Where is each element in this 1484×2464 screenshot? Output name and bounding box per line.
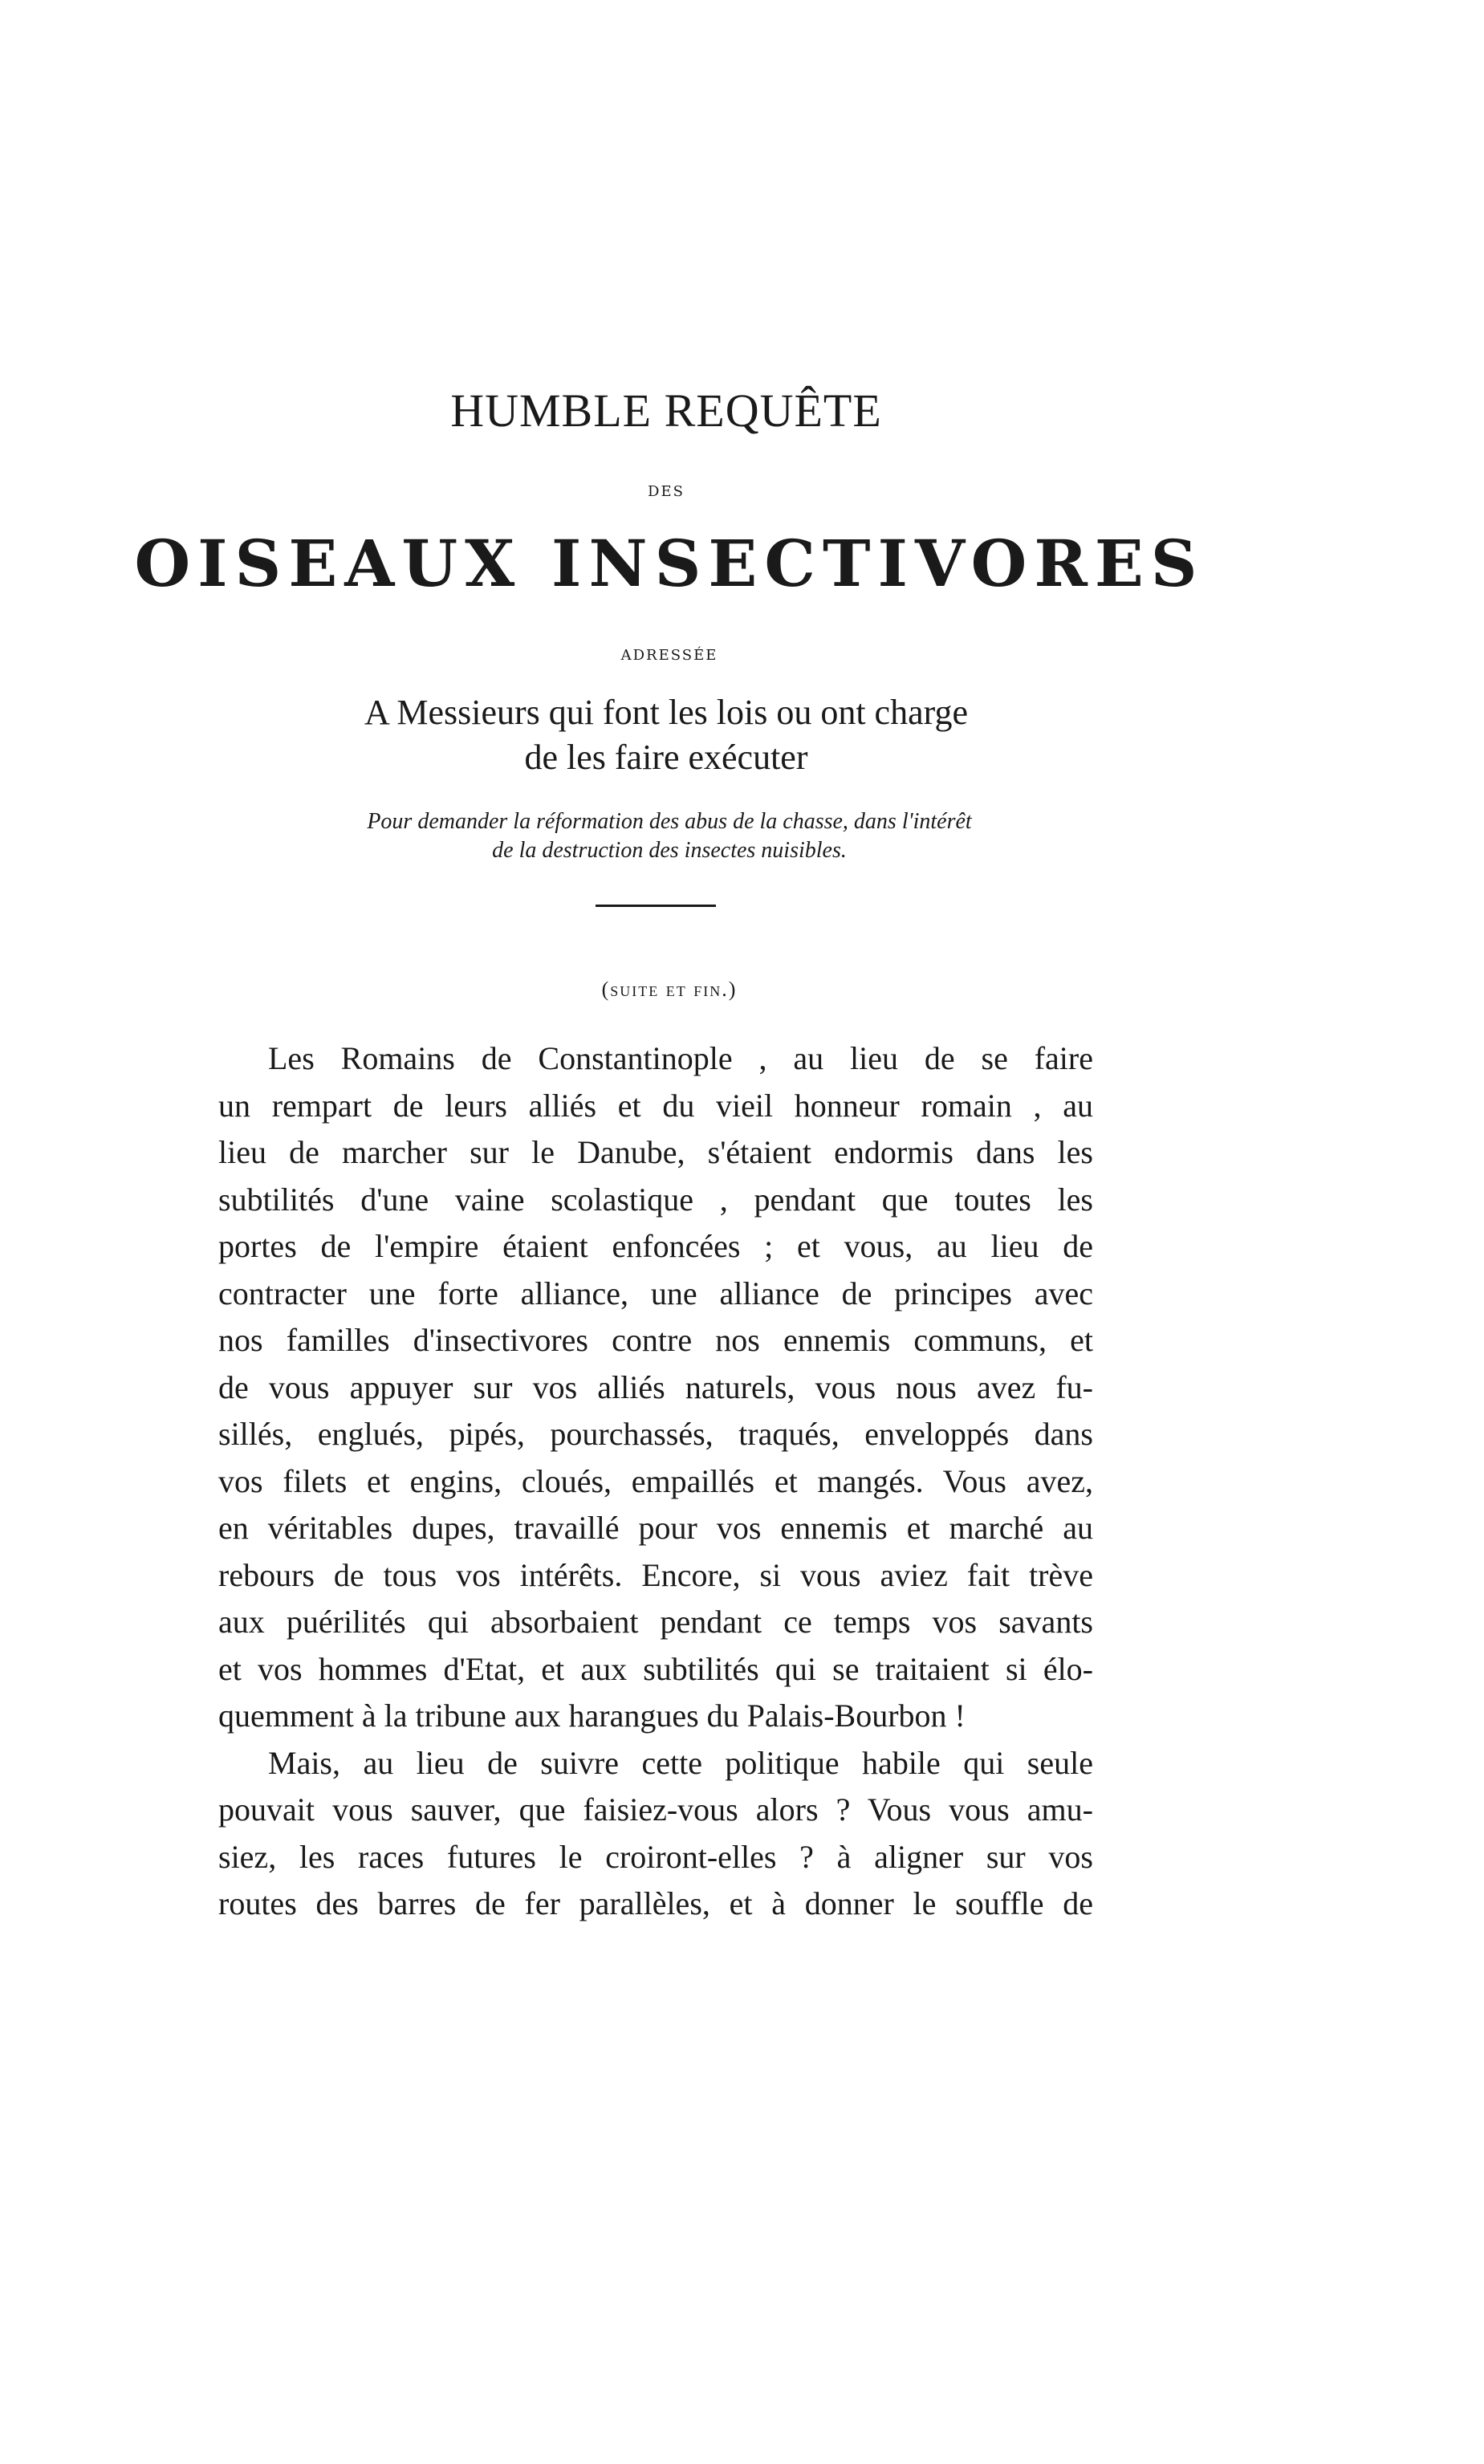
text-line: contracter une forte alliance, une alliance de principes avec <box>218 1275 1093 1311</box>
purpose-line: Pour demander la réformation des abus de la chasse, dans l'intérêt <box>367 809 972 834</box>
purpose-block <box>0 807 1339 865</box>
text-line: quemment à la tribune aux harangues du Palais-Bourbon ! <box>218 1698 966 1734</box>
text-line: en véritables dupes, travaillé pour vos ennemis et marché au <box>218 1510 1093 1546</box>
address-line: de les faire exécuter <box>524 738 808 777</box>
text-line: nos familles d'insectivores contre nos ennemis communs, et <box>218 1322 1093 1358</box>
title-des: DES <box>648 483 685 500</box>
text-line: de vous appuyer sur vos alliés naturels, vous nous avez fu- <box>218 1368 1093 1405</box>
text-line: aux puérilités qui absorbaient pendant ce temps vos savants <box>218 1604 1093 1640</box>
text-line: portes de l'empire étaient enfoncées ; et vous, au lieu de <box>218 1228 1093 1264</box>
paragraph-2 <box>218 1740 1093 1928</box>
text-line: pouvait vous sauver, que faisiez-vous alors ? Vous vous amu- <box>218 1791 1093 1828</box>
title-oiseaux-insectivores: OISEAUX INSECTIVORES <box>134 526 1205 601</box>
paragraph-1 <box>218 1035 1093 1740</box>
body-text <box>218 1035 1093 1928</box>
text-line: routes des barres de fer parallèles, et à donner le souffle de <box>218 1885 1093 1921</box>
text-line: Mais, au lieu de suivre cette politique habile qui seule <box>268 1744 1093 1781</box>
text-line: siez, les races futures le croiront-elles ? à aligner sur vos <box>218 1838 1093 1875</box>
text-line: lieu de marcher sur le Danube, s'étaient endormis dans les <box>218 1134 1093 1170</box>
text-line: et vos hommes d'Etat, et aux subtilités qui se traitaient si élo- <box>218 1650 1093 1687</box>
text-line: un rempart de leurs alliés et du vieil honneur romain , au <box>218 1087 1093 1124</box>
text-line: sillés, englués, pipés, pourchassés, traqués, enveloppés dans <box>218 1416 1093 1452</box>
address-block <box>0 690 1332 780</box>
text-line: subtilités d'une vaine scolastique , pendant que toutes les <box>218 1181 1093 1218</box>
suite-et-fin: (suite et fin.) <box>601 978 738 1001</box>
text-line: Les Romains de Constantinople , au lieu de se faire <box>268 1040 1093 1076</box>
section-divider <box>596 905 716 907</box>
title-adressee: ADRESSÉE <box>620 647 718 664</box>
purpose-line: de la destruction des insectes nuisibles. <box>492 838 847 863</box>
text-line: vos filets et engins, cloués, empaillés et mangés. Vous avez, <box>218 1462 1093 1499</box>
text-line: rebours de tous vos intérêts. Encore, si vous aviez fait trève <box>218 1556 1093 1593</box>
address-line: A Messieurs qui font les lois ou ont charge <box>364 693 968 732</box>
title-humble-requete: HUMBLE REQUÊTE <box>450 384 882 437</box>
